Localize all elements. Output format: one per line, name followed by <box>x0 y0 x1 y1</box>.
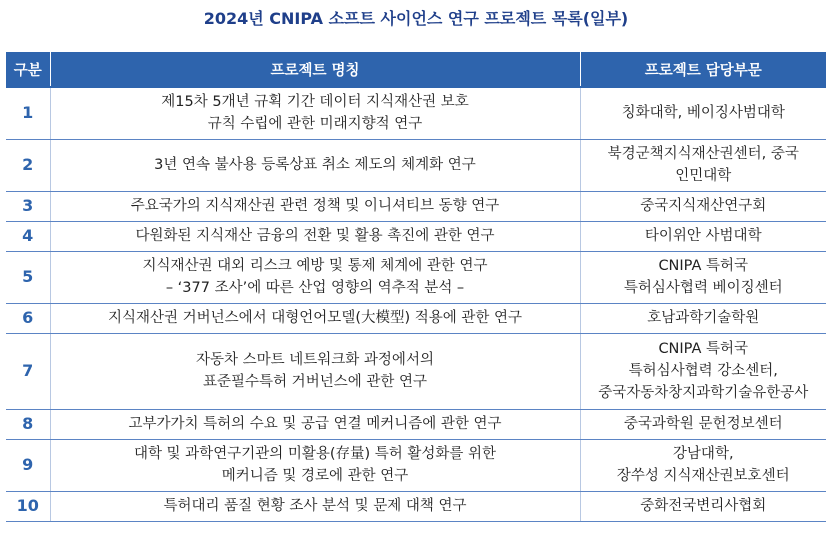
department-cell <box>580 87 826 139</box>
project-name-cell <box>50 139 580 191</box>
department-line: 칭화대학, 베이징사범대학 <box>621 105 785 122</box>
row-number: 9 <box>6 439 50 491</box>
department-cell <box>580 409 826 439</box>
row-number: 1 <box>6 87 50 139</box>
table-row <box>6 191 826 221</box>
department-cell <box>580 251 826 303</box>
table-row <box>6 409 826 439</box>
page-title: 2024년 CNIPA 소프트 사이언스 연구 프로젝트 목록(일부) <box>203 9 629 28</box>
table-row <box>6 303 826 333</box>
header-project-name: 프로젝트 명칭 <box>50 52 580 87</box>
header-department: 프로젝트 담당부문 <box>580 52 826 87</box>
project-name-line: 대학 및 과학연구기관의 미활용(存量) 특허 활성화를 위한 <box>133 446 497 462</box>
department-cell <box>580 439 826 491</box>
project-name-line: 제15차 5개년 규획 기간 데이터 지식재산권 보호 <box>161 94 469 111</box>
department-line: 특허심사협력 베이징센터 <box>623 280 783 296</box>
project-name-cell <box>50 491 580 521</box>
project-name-line: 다원화된 지식재산 금융의 전환 및 활용 촉진에 관한 연구 <box>135 228 495 244</box>
department-line: 호남과학기술학원 <box>647 310 760 326</box>
project-name-line: 메커니즘 및 경로에 관한 연구 <box>221 468 409 484</box>
row-number: 2 <box>6 139 50 191</box>
project-name-line: 특허대리 품질 현황 조사 분석 및 문제 대책 연구 <box>163 498 467 514</box>
project-name-cell <box>50 191 580 221</box>
project-name-line: 표준필수특허 거버넌스에 관한 연구 <box>203 374 427 390</box>
project-name-line: 자동차 스마트 네트워크화 과정에서의 <box>196 352 434 368</box>
department-cell <box>580 303 826 333</box>
row-number: 6 <box>6 303 50 333</box>
project-name-line: 3년 연속 불사용 등록상표 취소 제도의 체계화 연구 <box>154 157 476 173</box>
department-line: 중국과학원 문헌정보센터 <box>623 416 783 432</box>
project-name-cell <box>50 333 580 409</box>
project-name-cell <box>50 409 580 439</box>
department-line: CNIPA 특허국 <box>658 258 749 274</box>
project-table <box>6 52 826 522</box>
department-line: 타이위안 사범대학 <box>644 228 762 244</box>
row-number: 3 <box>6 191 50 221</box>
project-name-line: 규칙 수립에 관한 미래지향적 연구 <box>207 116 423 133</box>
table-row <box>6 333 826 409</box>
department-cell <box>580 491 826 521</box>
department-line: 중국자동차창지과학기술유한공사 <box>598 385 809 401</box>
project-name-cell <box>50 439 580 491</box>
department-cell <box>580 191 826 221</box>
row-number: 5 <box>6 251 50 303</box>
row-number: 4 <box>6 221 50 251</box>
row-number: 8 <box>6 409 50 439</box>
table-row <box>6 221 826 251</box>
table-header-row <box>6 52 826 87</box>
department-line: 장쑤성 지식재산권보호센터 <box>616 468 790 484</box>
table-row <box>6 139 826 191</box>
header-no: 구분 <box>6 52 50 87</box>
department-cell <box>580 139 826 191</box>
project-name-line: 주요국가의 지식재산권 관련 정책 및 이니셔티브 동향 연구 <box>130 198 500 214</box>
table-row <box>6 87 826 139</box>
project-name-line: – ‘377 조사’에 따른 산업 영향의 역추적 분석 – <box>165 280 465 296</box>
project-name-cell <box>50 87 580 139</box>
project-name-cell <box>50 221 580 251</box>
department-cell <box>580 333 826 409</box>
department-line: 중국지식재산연구회 <box>640 198 767 214</box>
project-name-cell <box>50 251 580 303</box>
row-number: 7 <box>6 333 50 409</box>
table-row <box>6 491 826 521</box>
row-number: 10 <box>6 491 50 521</box>
department-line: 강남대학, <box>672 446 734 462</box>
project-name-cell <box>50 303 580 333</box>
department-line: 특허심사협력 강소센터, <box>628 363 778 379</box>
department-cell <box>580 221 826 251</box>
table-row <box>6 439 826 491</box>
project-name-line: 고부가가치 특허의 수요 및 공급 연결 메커니즘에 관한 연구 <box>128 416 502 432</box>
project-name-line: 지식재산권 대외 리스크 예방 및 통제 체계에 관한 연구 <box>142 258 488 274</box>
department-line: 북경군책지식재산권센터, 중국 <box>607 146 799 162</box>
department-line: 인민대학 <box>675 168 732 184</box>
table-row <box>6 251 826 303</box>
project-name-line: 지식재산권 거버넌스에서 대형언어모델(大模型) 적용에 관한 연구 <box>107 310 523 326</box>
department-line: CNIPA 특허국 <box>658 341 749 357</box>
department-line: 중화전국변리사협회 <box>640 498 767 514</box>
